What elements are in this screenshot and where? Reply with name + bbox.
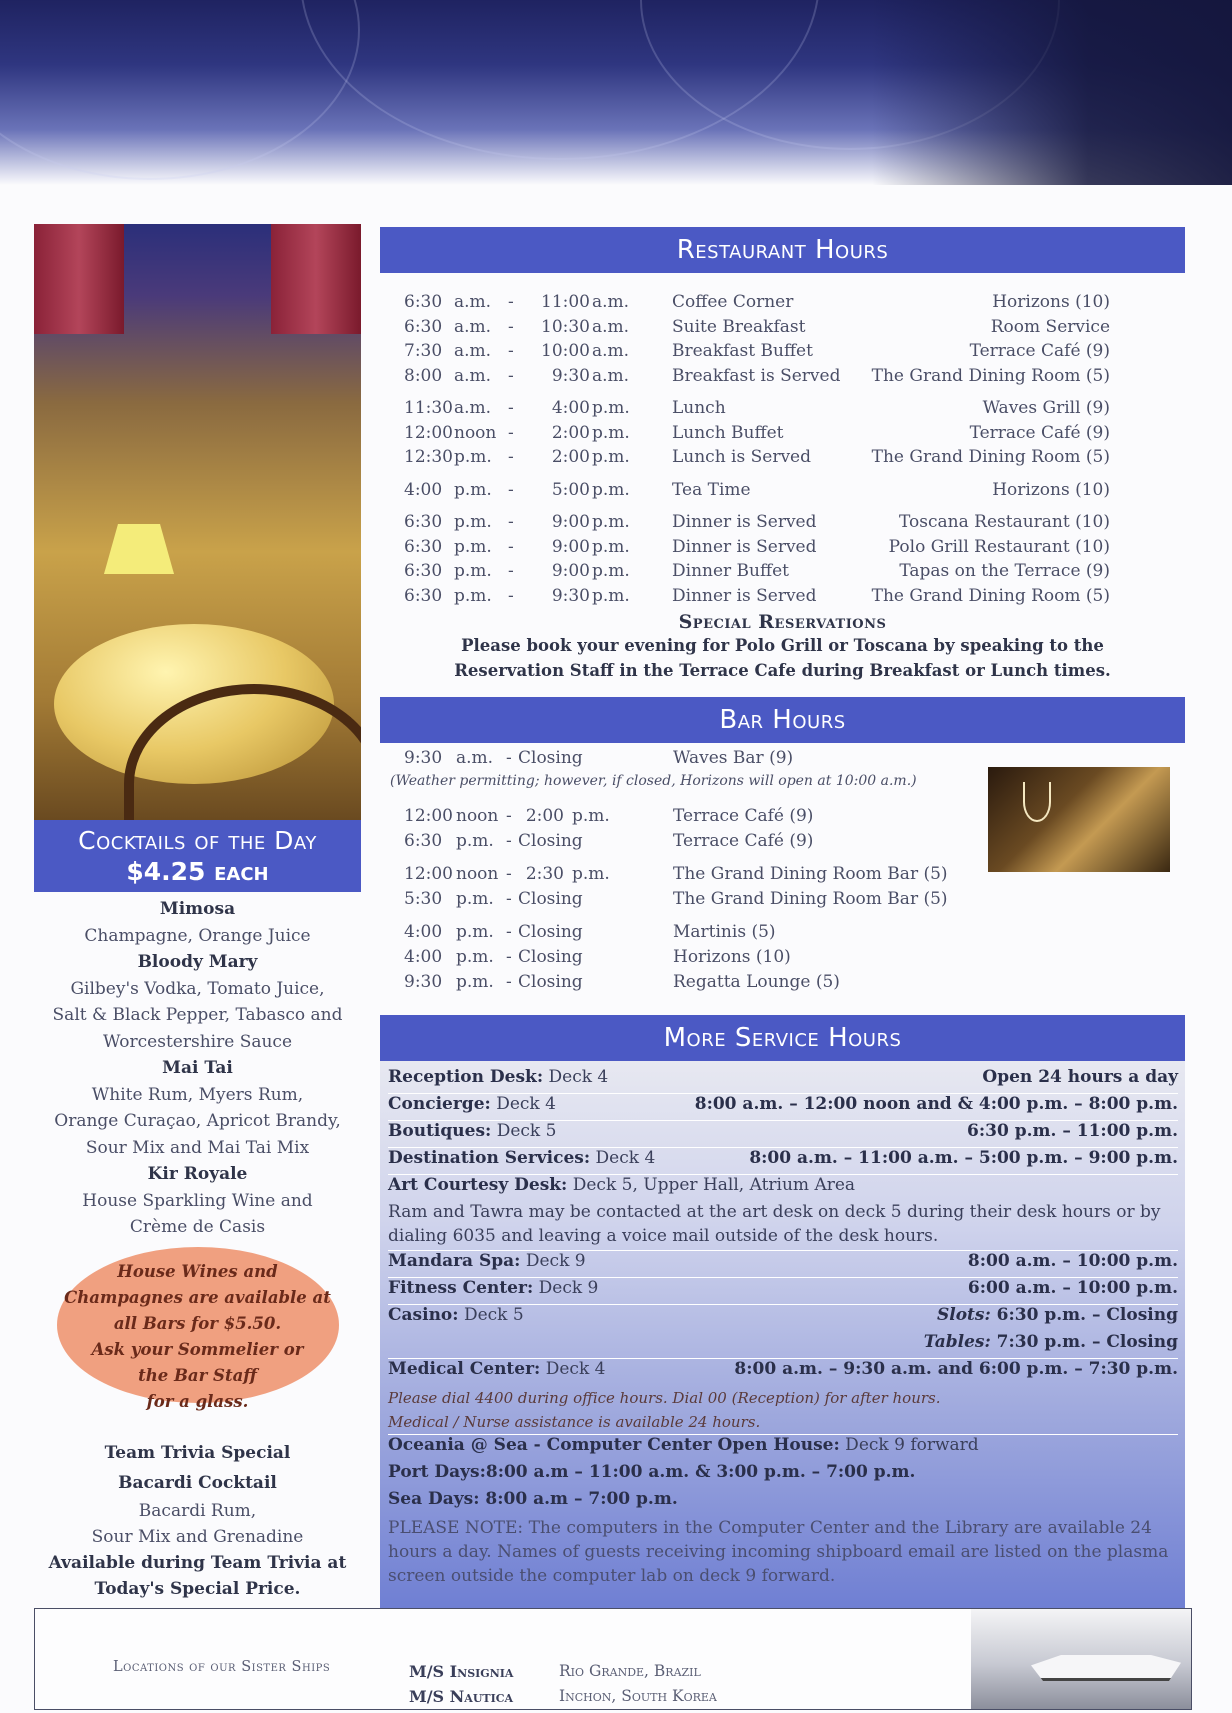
restaurant-cell: Polo Grill Restaurant (10) xyxy=(888,536,1110,557)
restaurant-row xyxy=(400,341,1110,366)
restaurant-row xyxy=(400,537,1110,562)
drink-desc: Sour Mix and Mai Tai Mix xyxy=(85,1137,310,1158)
ship-locations xyxy=(559,1659,717,1709)
bar-cell: p.m. xyxy=(456,947,494,967)
restaurant-cell: 7:30 xyxy=(404,341,443,361)
service-label: Boutiques: xyxy=(388,1121,492,1141)
bar-cell: Closing xyxy=(518,947,583,967)
restaurant-cell: - xyxy=(508,447,514,467)
restaurant-cell: a.m. xyxy=(592,316,630,337)
curtain xyxy=(271,224,361,334)
restaurant-cell: a.m. xyxy=(454,341,492,361)
restaurant-cell: 6:30 xyxy=(404,316,443,337)
restaurant-cell: 10:00 xyxy=(541,341,590,361)
restaurant-row xyxy=(400,317,1110,342)
restaurant-cell: Toscana Restaurant (10) xyxy=(899,512,1110,532)
bar-row xyxy=(390,947,1010,972)
bar-cell: Martinis (5) xyxy=(673,922,776,942)
bar-cell: 6:30 xyxy=(404,831,443,851)
medical-note: Please dial 4400 during office hours. Dial 00 (Reception) for after hours. xyxy=(388,1389,941,1407)
drink-desc: Sour Mix and Grenadine xyxy=(91,1527,304,1547)
restaurant-cell: 5:00 xyxy=(551,479,590,500)
service-hours: Open 24 hours a day xyxy=(982,1067,1178,1087)
trivia-note: Today's Special Price. xyxy=(94,1579,301,1599)
restaurant-cell: p.m. xyxy=(592,512,630,532)
service-row xyxy=(388,1359,1178,1386)
bar-cell: 2:00 xyxy=(525,806,564,826)
restaurant-cell: Lunch is Served xyxy=(672,447,812,467)
service-row xyxy=(388,1278,1178,1305)
bar-cell: - xyxy=(506,806,512,826)
bar-cell: - xyxy=(506,864,512,884)
bar-cell: The Grand Dining Room Bar (5) xyxy=(673,889,948,909)
cocktails-header xyxy=(34,820,361,892)
please-note-text: The computers in the Computer Center and the Library are available 24 hours a day. Names of guests receiving incoming shipboard email are listed on the plasma screen outside the computer lab on deck 9 forward. xyxy=(388,1518,1169,1586)
restaurant-cell: Dinner Buffet xyxy=(672,561,789,581)
bar-row xyxy=(390,806,1010,831)
restaurant-cell: p.m. xyxy=(454,585,492,606)
restaurant-cell: The Grand Dining Room (5) xyxy=(871,365,1110,386)
service-row xyxy=(388,1251,1178,1278)
restaurant-cell: - xyxy=(508,561,514,581)
service-label: Casino: xyxy=(388,1305,459,1325)
bar-cell: 5:30 xyxy=(404,889,443,909)
drink-desc: House Sparkling Wine and xyxy=(82,1190,313,1211)
service-deck: Deck 5, Upper Hall, Atrium Area xyxy=(567,1175,856,1195)
service-row xyxy=(388,1435,1178,1462)
ship-name: M/S Nautica xyxy=(409,1687,514,1706)
restaurant-cell: Horizons (10) xyxy=(992,479,1110,500)
restaurant-cell: Breakfast is Served xyxy=(672,365,841,386)
bar-cell: The Grand Dining Room Bar (5) xyxy=(673,864,948,884)
restaurant-cell: 12:00 xyxy=(404,422,453,443)
service-row xyxy=(388,1305,1178,1332)
restaurant-row xyxy=(400,447,1110,472)
restaurant-cell: p.m. xyxy=(454,447,492,467)
service-hours: 8:00 a.m. – 9:30 a.m. and 6:00 p.m. – 7:30 p.m. xyxy=(734,1359,1178,1379)
restaurant-cell: a.m. xyxy=(454,292,492,312)
bar-cell: 4:00 xyxy=(404,922,443,942)
restaurant-cell: Tapas on the Terrace (9) xyxy=(899,561,1110,581)
restaurant-cell: - xyxy=(508,341,514,361)
restaurant-cell: - xyxy=(508,422,514,443)
restaurant-cell: 10:30 xyxy=(541,316,590,337)
service-deck: Deck 9 xyxy=(520,1251,586,1271)
restaurant-cell: p.m. xyxy=(592,561,630,581)
restaurant-row xyxy=(400,512,1110,537)
oval-line: the Bar Staff xyxy=(138,1365,257,1385)
service-label: Mandara Spa: xyxy=(388,1251,521,1271)
oval-line: all Bars for $5.50. xyxy=(113,1313,282,1333)
restaurant-cell: - xyxy=(508,398,514,418)
service-deck: Deck 5 xyxy=(491,1121,557,1141)
bar-cell: Regatta Lounge (5) xyxy=(673,972,840,992)
bar-cell: 9:30 xyxy=(404,972,443,992)
restaurant-cell: Horizons (10) xyxy=(992,292,1110,312)
bar-cell: - xyxy=(506,922,512,942)
restaurant-cell: 2:00 xyxy=(551,422,590,443)
restaurant-cell: 11:00 xyxy=(541,292,590,312)
restaurant-cell: 2:00 xyxy=(551,447,590,467)
restaurant-hours-table xyxy=(400,292,1110,610)
service-deck: Deck 5 xyxy=(458,1305,524,1325)
bar-row xyxy=(390,922,1010,947)
restaurant-cell: p.m. xyxy=(454,561,492,581)
tables-hours: 7:30 p.m. – Closing xyxy=(990,1332,1178,1352)
art-desk-text: Ram and Tawra may be contacted at the art desk on deck 5 during their desk hours or by dialing 6035 and leaving a voice mail outside of the desk hours. xyxy=(388,1200,1178,1251)
restaurant-cell: Terrace Café (9) xyxy=(969,341,1110,361)
restaurant-cell: 6:30 xyxy=(404,536,443,557)
restaurant-row xyxy=(400,423,1110,448)
restaurant-cell: p.m. xyxy=(592,585,630,606)
ship-names xyxy=(409,1659,513,1709)
bar-cell: - xyxy=(506,831,512,851)
restaurant-cell: 6:30 xyxy=(404,561,443,581)
cruise-ship-image xyxy=(971,1609,1191,1709)
bar-hours-header: Bar Hours xyxy=(380,697,1185,743)
restaurant-cell: 6:30 xyxy=(404,292,443,312)
drink-name: Bacardi Cocktail xyxy=(118,1473,277,1493)
service-row xyxy=(388,1175,1178,1200)
bar-cell: p.m. xyxy=(572,806,610,826)
bar-cell: 2:30 xyxy=(525,864,564,884)
restaurant-cell: p.m. xyxy=(592,479,630,500)
bar-cell: 12:00 xyxy=(404,806,453,826)
special-reservations-text: Please book your evening for Polo Grill or Toscana by speaking to the xyxy=(461,636,1104,655)
restaurant-cell: Dinner is Served xyxy=(672,536,817,557)
sister-ships-footer xyxy=(34,1608,1192,1710)
bar-cell: Horizons (10) xyxy=(673,947,791,967)
drink-desc: Worcestershire Sauce xyxy=(102,1031,293,1052)
restaurant-row xyxy=(400,366,1110,391)
service-hours: 8:00 a.m. – 12:00 noon and & 4:00 p.m. – 8:00 p.m. xyxy=(694,1094,1178,1114)
restaurant-cell: Lunch xyxy=(672,398,726,418)
restaurant-cell: p.m. xyxy=(454,536,492,557)
bar-cell: Closing xyxy=(518,922,583,942)
restaurant-cell: The Grand Dining Room (5) xyxy=(871,585,1110,606)
drink-desc: Salt & Black Pepper, Tabasco and xyxy=(52,1005,343,1025)
service-label: Reception Desk: xyxy=(388,1067,544,1087)
curtain xyxy=(34,224,124,334)
drink-desc: Champagne, Orange Juice xyxy=(84,925,311,946)
restaurant-cell: Coffee Corner xyxy=(672,292,794,312)
special-reservations-text: Reservation Staff in the Terrace Cafe during Breakfast or Lunch times. xyxy=(454,661,1111,680)
restaurant-cell: 9:00 xyxy=(551,536,590,557)
bar-row xyxy=(390,831,1010,856)
service-hours: 8:00 a.m. – 11:00 a.m. – 5:00 p.m. – 9:00 p.m. xyxy=(749,1148,1178,1168)
bar-cell: p.m. xyxy=(572,864,610,884)
bar-cell: - xyxy=(506,889,512,909)
cocktails-title: Cocktails of the Day xyxy=(78,826,317,855)
bar-cell: Terrace Café (9) xyxy=(673,831,814,851)
sister-ships-label: Locations of our Sister Ships xyxy=(113,1659,331,1675)
restaurant-cell: Tea Time xyxy=(672,479,751,500)
trivia-note: Available during Team Trivia at xyxy=(48,1553,347,1573)
restaurant-cell: Suite Breakfast xyxy=(672,316,806,337)
bar-row xyxy=(390,889,1010,914)
service-label: Medical Center: xyxy=(388,1359,541,1379)
restaurant-cell: - xyxy=(508,365,514,386)
lamp xyxy=(104,524,174,574)
drink-desc: Bacardi Rum, xyxy=(138,1501,257,1521)
bar-cell: noon xyxy=(456,806,499,826)
slots-hours: 6:30 p.m. – Closing xyxy=(990,1305,1178,1325)
restaurant-cell: Dinner is Served xyxy=(672,585,817,606)
restaurant-cell: - xyxy=(508,316,514,337)
header-banner xyxy=(0,0,1232,185)
service-row xyxy=(388,1332,1178,1359)
service-row xyxy=(388,1148,1178,1175)
bar-row xyxy=(390,748,1010,773)
medical-note: Medical / Nurse assistance is available 24 hours. xyxy=(388,1410,1178,1435)
restaurant-cell: 9:30 xyxy=(551,585,590,606)
service-label: Art Courtesy Desk: xyxy=(388,1175,568,1195)
slots-label: Slots: xyxy=(936,1305,991,1325)
restaurant-row xyxy=(400,398,1110,423)
drink-name: Kir Royale xyxy=(147,1164,248,1184)
bar-cell: Terrace Café (9) xyxy=(673,806,814,826)
oval-line: House Wines and xyxy=(117,1261,278,1281)
restaurant-cell: 4:00 xyxy=(404,479,443,500)
tables-label: Tables: xyxy=(923,1332,991,1352)
trivia-title: Team Trivia Special xyxy=(104,1443,291,1463)
restaurant-cell: Lunch Buffet xyxy=(672,422,784,443)
bar-cell: Waves Bar (9) xyxy=(673,748,794,768)
service-hours: 6:30 p.m. – 11:00 p.m. xyxy=(967,1121,1178,1141)
special-reservations xyxy=(380,611,1185,683)
bar-cell: p.m. xyxy=(456,831,494,851)
port-days: Port Days:8:00 a.m – 11:00 a.m. & 3:00 p.m. – 7:00 p.m. xyxy=(388,1462,916,1482)
restaurant-cell: 6:30 xyxy=(404,512,443,532)
globe-decoration xyxy=(0,0,360,180)
restaurant-row xyxy=(400,292,1110,317)
restaurant-cell: p.m. xyxy=(592,447,630,467)
cocktail-list xyxy=(34,896,361,1411)
drink-desc: Orange Curaçao, Apricot Brandy, xyxy=(54,1111,341,1131)
bar-hours-table xyxy=(390,748,1010,997)
banner-shade xyxy=(872,0,1232,185)
service-deck: Deck 9 xyxy=(533,1278,599,1298)
restaurant-cell: 12:30 xyxy=(404,447,453,467)
service-label: Oceania @ Sea - Computer Center Open House: xyxy=(388,1435,840,1455)
bar-cell: - xyxy=(506,972,512,992)
restaurant-cell: 9:00 xyxy=(551,512,590,532)
restaurant-row xyxy=(400,480,1110,505)
drink-name: Mimosa xyxy=(159,899,236,919)
service-row xyxy=(388,1094,1178,1121)
restaurant-cell: p.m. xyxy=(592,536,630,557)
computer-note xyxy=(388,1516,1178,1588)
restaurant-cell: p.m. xyxy=(454,512,492,532)
restaurant-cell: 6:30 xyxy=(404,585,443,606)
bar-row xyxy=(390,864,1010,889)
restaurant-cell: Room Service xyxy=(990,316,1110,337)
please-note-label: PLEASE NOTE: xyxy=(388,1518,524,1538)
dining-room-photo xyxy=(34,224,361,820)
service-list xyxy=(388,1067,1178,1588)
service-hours: 6:00 a.m. – 10:00 p.m. xyxy=(967,1278,1178,1298)
service-deck: Deck 4 xyxy=(540,1359,606,1379)
special-reservations-title: Special Reservations xyxy=(678,611,887,633)
restaurant-cell: 4:00 xyxy=(551,398,590,418)
bar-cell: p.m. xyxy=(456,922,494,942)
restaurant-cell: 11:30 xyxy=(404,398,453,418)
service-label: Concierge: xyxy=(388,1094,491,1114)
restaurant-cell: a.m. xyxy=(592,365,630,386)
oval-line: Ask your Sommelier or xyxy=(91,1339,304,1359)
restaurant-cell: p.m. xyxy=(592,422,630,443)
restaurant-cell: The Grand Dining Room (5) xyxy=(871,447,1110,467)
bar-cell: p.m. xyxy=(456,889,494,909)
house-wine-oval xyxy=(57,1247,339,1411)
ship-location: Inchon, South Korea xyxy=(559,1687,717,1705)
bar-cell: 9:30 xyxy=(404,748,443,768)
drink-desc: Crème de Casis xyxy=(129,1217,266,1237)
bar-cell: p.m. xyxy=(456,972,494,992)
restaurant-cell: 9:30 xyxy=(551,365,590,386)
restaurant-cell: p.m. xyxy=(592,398,630,418)
restaurant-cell: - xyxy=(508,585,514,606)
restaurant-cell: a.m. xyxy=(454,316,492,337)
restaurant-cell: - xyxy=(508,479,514,500)
drink-desc: Gilbey's Vodka, Tomato Juice, xyxy=(70,978,325,999)
oval-line: for a glass. xyxy=(146,1391,249,1411)
sea-days: Sea Days: 8:00 a.m – 7:00 p.m. xyxy=(388,1489,678,1509)
bar-cell: 12:00 xyxy=(404,864,453,884)
bar-cell: 4:00 xyxy=(404,947,443,967)
bar-photo xyxy=(988,767,1170,872)
drink-desc: White Rum, Myers Rum, xyxy=(91,1084,304,1105)
service-label: Destination Services: xyxy=(388,1148,591,1168)
restaurant-cell: 9:00 xyxy=(551,561,590,581)
bar-row xyxy=(390,972,1010,997)
ship-hull xyxy=(1031,1655,1181,1681)
drink-name: Bloody Mary xyxy=(137,952,258,972)
restaurant-cell: Breakfast Buffet xyxy=(672,341,813,361)
service-row xyxy=(388,1067,1178,1094)
restaurant-cell: Terrace Café (9) xyxy=(969,422,1110,443)
restaurant-row xyxy=(400,561,1110,586)
restaurant-cell: a.m. xyxy=(454,398,492,418)
restaurant-cell: noon xyxy=(454,422,497,443)
martini-glass xyxy=(1023,782,1051,822)
restaurant-cell: 8:00 xyxy=(404,365,443,386)
bar-cell: Closing xyxy=(518,748,583,768)
service-deck: Deck 4 xyxy=(490,1094,556,1114)
restaurant-cell: Dinner is Served xyxy=(672,512,817,532)
service-label: Fitness Center: xyxy=(388,1278,534,1298)
bar-cell: Closing xyxy=(518,831,583,851)
restaurant-cell: Waves Grill (9) xyxy=(982,398,1110,418)
cocktails-price: $4.25 each xyxy=(126,857,269,886)
service-deck: Deck 4 xyxy=(543,1067,609,1087)
service-deck: Deck 9 forward xyxy=(839,1435,979,1455)
bar-cell: a.m. xyxy=(456,748,494,768)
more-service-header: More Service Hours xyxy=(380,1015,1185,1061)
restaurant-row xyxy=(400,586,1110,611)
service-row xyxy=(388,1121,1178,1148)
restaurant-hours-header: Restaurant Hours xyxy=(380,227,1185,273)
trivia-special xyxy=(34,1438,361,1602)
ship-name: M/S Insignia xyxy=(409,1662,514,1681)
bar-cell: - xyxy=(506,947,512,967)
restaurant-cell: - xyxy=(508,512,514,532)
bar-note: (Weather permitting; however, if closed, Horizons will open at 10:00 a.m.) xyxy=(390,773,917,789)
oval-line: Champagnes are available at xyxy=(64,1287,331,1307)
drink-name: Mai Tai xyxy=(162,1058,233,1078)
restaurant-cell: p.m. xyxy=(454,479,492,500)
restaurant-cell: a.m. xyxy=(592,292,630,312)
restaurant-cell: - xyxy=(508,536,514,557)
restaurant-cell: a.m. xyxy=(592,341,630,361)
restaurant-cell: a.m. xyxy=(454,365,492,386)
bar-cell: - xyxy=(506,748,512,768)
ship-location: Rio Grande, Brazil xyxy=(559,1662,701,1680)
bar-cell: noon xyxy=(456,864,499,884)
service-deck: Deck 4 xyxy=(590,1148,656,1168)
service-hours: 8:00 a.m. – 10:00 p.m. xyxy=(967,1251,1178,1271)
bar-cell: Closing xyxy=(518,972,583,992)
restaurant-cell: - xyxy=(508,292,514,312)
bar-cell: Closing xyxy=(518,889,583,909)
